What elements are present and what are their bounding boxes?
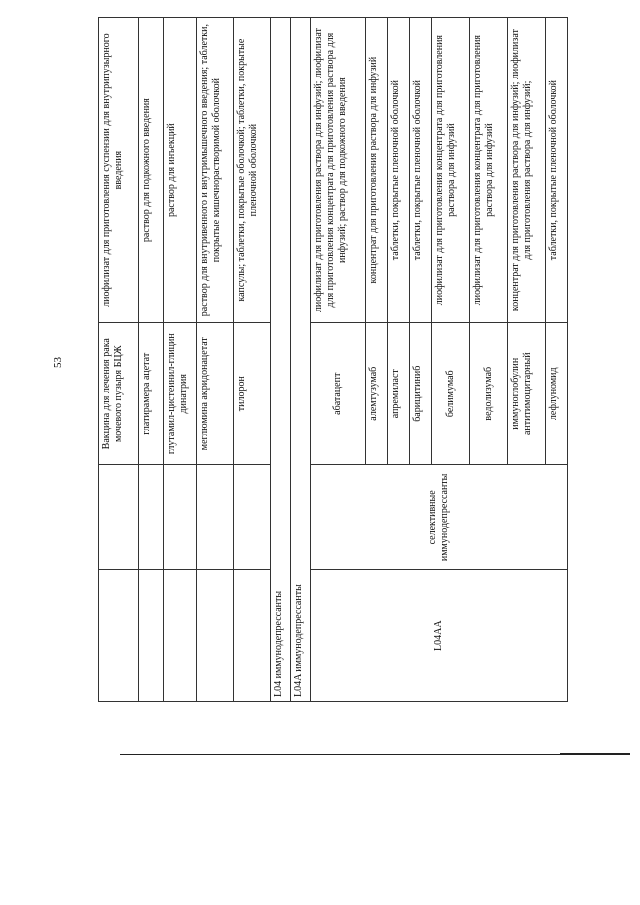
dosage-form-cell: раствор для инъекций: [164, 18, 197, 323]
dosage-form-cell: концентрат для приготовления раствора для инфузий; лиофилизат для приготовления раствора для инфузий;: [508, 18, 546, 323]
dosage-form-cell: концентрат для приготовления раствора для инфузий: [366, 18, 388, 323]
drug-table: [98, 17, 568, 702]
group-cell: [99, 465, 139, 570]
table-row: [99, 18, 139, 702]
drug-name-cell: глутамил-цистеинил-глицин динатрия: [164, 323, 197, 465]
table-row: [139, 18, 164, 702]
code-cell: [164, 570, 197, 702]
section-heading: L04A иммунодепрессанты: [291, 18, 311, 702]
dosage-form-cell: раствор для подкожного введения: [139, 18, 164, 323]
code-cell: [197, 570, 234, 702]
section-row-l04a: [291, 18, 311, 702]
drug-name-cell: белимумаб: [432, 323, 470, 465]
group-name-cell: селективные иммунодепрессанты: [311, 465, 568, 570]
group-cell: [197, 465, 234, 570]
drug-name-cell: барицитиниб: [410, 323, 432, 465]
rotated-table-container: [98, 17, 568, 702]
dosage-form-cell: лиофилизат для приготовления концентрата для приготовления раствора для инфузий: [432, 18, 470, 323]
table-row: [234, 18, 271, 702]
section-row-l04: [271, 18, 291, 702]
code-cell: [234, 570, 271, 702]
bottom-rule: [120, 754, 625, 755]
page-number: 53: [52, 357, 64, 368]
code-cell: [139, 570, 164, 702]
table-row: [164, 18, 197, 702]
dosage-form-cell: капсулы; таблетки, покрытые оболочкой; таблетки, покрытые пленочной оболочкой: [234, 18, 271, 323]
group-cell: [139, 465, 164, 570]
dosage-form-cell: лиофилизат для приготовления раствора для инфузий; лиофилизат для приготовления концентрата для приготовления раствора для инфузий; раствор для подкожного введения: [311, 18, 366, 323]
drug-name-cell: тилорон: [234, 323, 271, 465]
section-heading: L04 иммунодепрессанты: [271, 18, 291, 702]
dosage-form-cell: таблетки, покрытые пленочной оболочкой: [410, 18, 432, 323]
bottom-rule-thick: [560, 753, 630, 755]
drug-name-cell: алемтузумаб: [366, 323, 388, 465]
table-row: [311, 18, 366, 702]
drug-name-cell: абатацепт: [311, 323, 366, 465]
drug-name-cell: меглюмина акридонацетат: [197, 323, 234, 465]
drug-name-cell: иммуноглобулин антитимоцитарный: [508, 323, 546, 465]
drug-name-cell: глатирамера ацетат: [139, 323, 164, 465]
dosage-form-cell: таблетки, покрытые пленочной оболочкой: [546, 18, 568, 323]
dosage-form-cell: таблетки, покрытые пленочной оболочкой: [388, 18, 410, 323]
group-cell: [234, 465, 271, 570]
table-row: [197, 18, 234, 702]
drug-name-cell: апремиласт: [388, 323, 410, 465]
drug-name-cell: лефлуномид: [546, 323, 568, 465]
dosage-form-cell: лиофилизат для приготовления суспензии для внутрипузырного введения: [99, 18, 139, 323]
drug-name-cell: ведолизумаб: [470, 323, 508, 465]
dosage-form-cell: раствор для внутривенного и внутримышечного введения; таблетки, покрытые кишечнорастворимой оболочкой: [197, 18, 234, 323]
code-cell: [99, 570, 139, 702]
group-cell: [164, 465, 197, 570]
drug-name-cell: Вакцина для лечения рака мочевого пузыря БЦЖ: [99, 323, 139, 465]
atc-code-cell: L04AA: [311, 570, 568, 702]
dosage-form-cell: лиофилизат для приготовления концентрата для приготовления раствора для инфузий: [470, 18, 508, 323]
